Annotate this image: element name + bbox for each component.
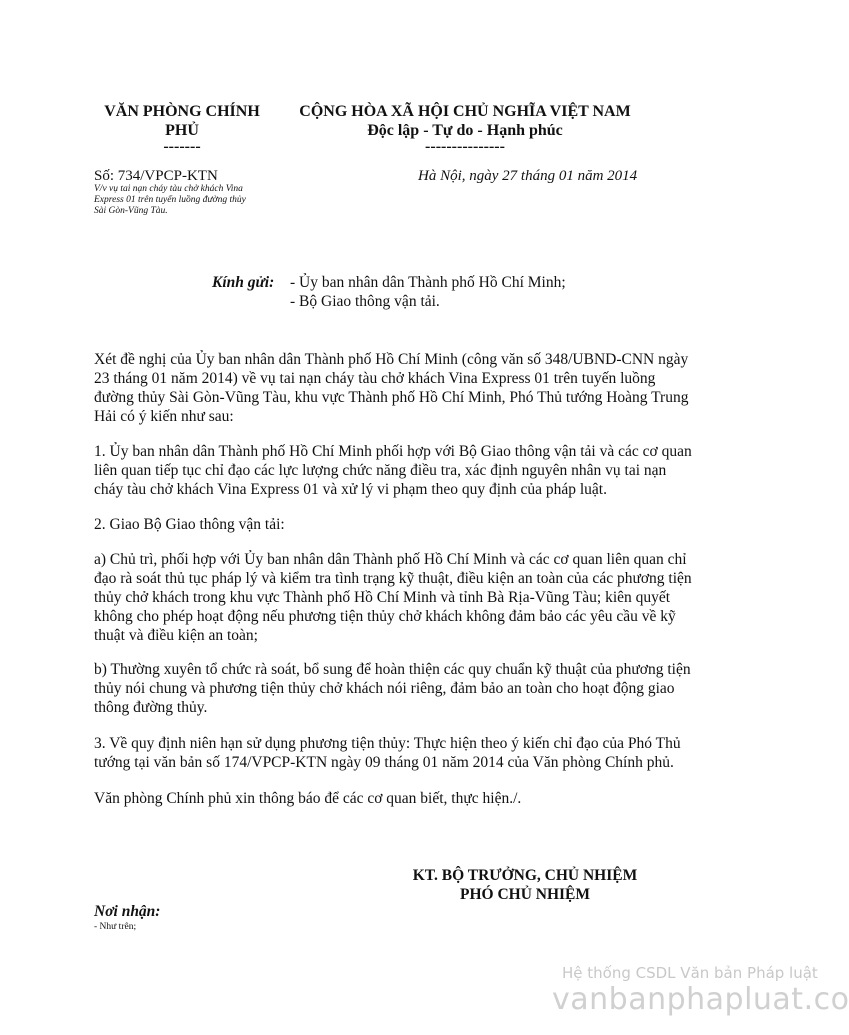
text-line: a) Chủ trì, phối hợp với Ủy ban nhân dân Thành phố Hồ Chí Minh và các cơ quan liên quan chỉ xyxy=(94,551,687,568)
recipient-item: - Ủy ban nhân dân Thành phố Hồ Chí Minh; xyxy=(290,274,566,291)
closing-paragraph xyxy=(94,789,714,808)
distribution-list xyxy=(94,922,136,933)
text-line: thủy chở khách trong khu vực Thành phố Hồ Chí Minh và tỉnh Bà Rịa-Vũng Tàu; kiên quyết xyxy=(94,589,671,606)
subject-line: Sài Gòn-Vũng Tàu. xyxy=(94,206,168,216)
watermark-site: vanbanphapluat.co xyxy=(552,982,849,1017)
paragraph-3 xyxy=(94,734,714,772)
subject-block xyxy=(94,184,294,217)
text-line: 2. Giao Bộ Giao thông vận tải: xyxy=(94,516,285,533)
issuer-name-line1: VĂN PHÒNG CHÍNH xyxy=(104,103,260,120)
paragraph-2a xyxy=(94,550,714,645)
motto: Độc lập - Tự do - Hạnh phúc xyxy=(367,122,563,139)
motto-rule: --------------- xyxy=(425,138,505,155)
nation-title: CỘNG HÒA XÃ HỘI CHỦ NGHĨA VIỆT NAM xyxy=(299,103,631,120)
national-motto-block xyxy=(290,102,640,154)
text-line: liên quan tiếp tục chỉ đạo các lực lượng chức năng điều tra, xác định nguyên nhân vụ tai nạn xyxy=(94,462,667,479)
text-line: Hải có ý kiến như sau: xyxy=(94,408,234,425)
watermark-caption: Hệ thống CSDL Văn bản Pháp luật xyxy=(562,964,818,982)
subject-line: Express 01 trên tuyến luồng đường thủy xyxy=(94,195,246,205)
recipients-label: Kính gửi: xyxy=(212,274,275,291)
text-line: 3. Về quy định niên hạn sử dụng phương tiện thủy: Thực hiện theo ý kiến chỉ đạo của Phó Thủ xyxy=(94,735,681,752)
paragraph-1 xyxy=(94,442,714,499)
text-line: 1. Ủy ban nhân dân Thành phố Hồ Chí Minh phối hợp với Bộ Giao thông vận tải và các cơ quan xyxy=(94,443,692,460)
text-line: đạo rà soát thủ tục pháp lý và kiểm tra tình trạng kỹ thuật, điều kiện an toàn của các phương tiện xyxy=(94,570,692,587)
signature-title: KT. BỘ TRƯỞNG, CHỦ NHIỆM xyxy=(412,867,638,884)
document-number: Số: 734/VPCP-KTN xyxy=(94,168,218,184)
text-line: thủy nói chung và phương tiện thủy chở khách nói riêng, đảm bảo an toàn cho hoạt động giao xyxy=(94,680,675,697)
text-line: cháy tàu chở khách Vina Express 01 và xử lý vi phạm theo quy định của pháp luật. xyxy=(94,481,607,498)
signature-position: PHÓ CHỦ NHIỆM xyxy=(459,886,591,903)
distribution-item: - Như trên; xyxy=(94,922,137,932)
text-line: thông đường thủy. xyxy=(94,699,208,716)
paragraph-2b xyxy=(94,660,714,717)
issuer-name-line2: PHỦ xyxy=(165,122,199,139)
text-line: Xét đề nghị của Ủy ban nhân dân Thành phố Hồ Chí Minh (công văn số 348/UBND-CNN ngày xyxy=(94,351,689,368)
text-line: 23 tháng 01 năm 2014) về vụ tai nạn cháy tàu chở khách Vina Express 01 trên tuyến luồng xyxy=(94,370,656,387)
distribution-label: Nơi nhận: xyxy=(94,903,161,920)
paragraph-2 xyxy=(94,515,714,534)
signature-block xyxy=(380,866,670,904)
recipients-list xyxy=(290,273,566,311)
text-line: thuật và điều kiện an toàn; xyxy=(94,627,258,644)
subject-line: V/v vụ tai nạn cháy tàu chở khách Vina xyxy=(94,184,243,194)
text-line: tướng tại văn bản số 174/VPCP-KTN ngày 09 tháng 01 năm 2014 của Văn phòng Chính phủ. xyxy=(94,754,674,771)
issuer-rule: ------- xyxy=(163,138,201,155)
text-line: Văn phòng Chính phủ xin thông báo để các cơ quan biết, thực hiện./. xyxy=(94,790,522,807)
text-line: đường thủy Sài Gòn-Vũng Tàu, khu vực Thành phố Hồ Chí Minh, Phó Thủ tướng Hoàng Trung xyxy=(94,389,689,406)
intro-paragraph xyxy=(94,350,714,426)
text-line: b) Thường xuyên tổ chức rà soát, bổ sung để hoàn thiện các quy chuẩn kỹ thuật của phương tiện xyxy=(94,661,691,678)
issuer-block xyxy=(96,102,268,154)
place-date: Hà Nội, ngày 27 tháng 01 năm 2014 xyxy=(418,168,638,184)
recipient-item: - Bộ Giao thông vận tải. xyxy=(290,293,440,310)
text-line: không cho phép hoạt động nếu phương tiện thủy chở khách không đảm bảo các yêu cầu về kỹ xyxy=(94,608,676,625)
